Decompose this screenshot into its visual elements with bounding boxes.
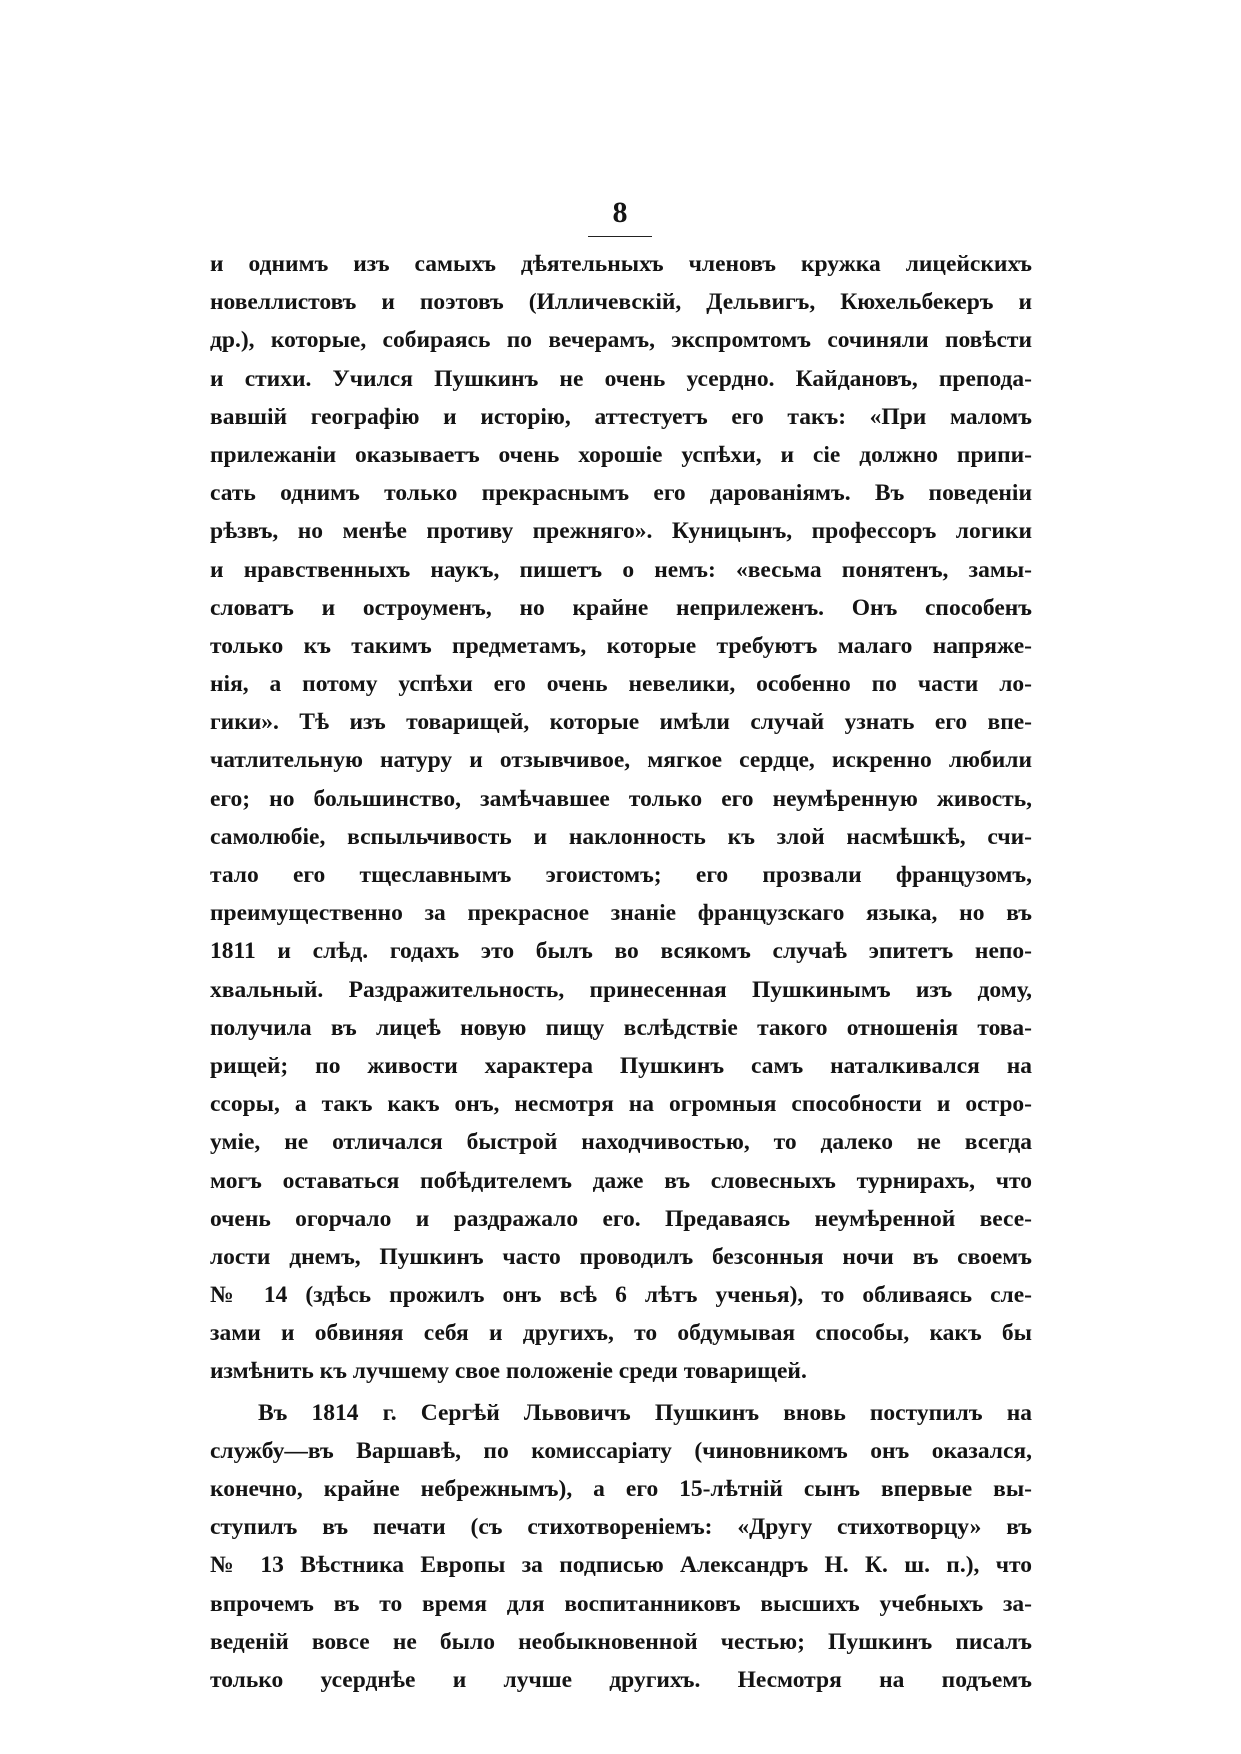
paragraph — [210, 1394, 1032, 1700]
text-line: Въ 1814 г. Сергѣй Львовичъ Пушкинъ вновь поступилъ на — [258, 1399, 1032, 1426]
text-line: ступилъ въ печати (съ стихотвореніемъ: «Другу стихотворцу» въ — [210, 1514, 1032, 1541]
text-line: чатлительную натуру и отзывчивое, мягкое сердце, искренно любили — [210, 747, 1032, 774]
text-line: тало его тщеславнымъ эгоистомъ; его прозвали французомъ, — [210, 862, 1032, 888]
text-line: и однимъ изъ самыхъ дѣятельныхъ членовъ кружка лицейскихъ — [210, 251, 1032, 277]
text-line: сать однимъ только прекраснымъ его дарованіямъ. Въ поведеніи — [210, 480, 1032, 507]
text-line: лости днемъ, Пушкинъ часто проводилъ безсонныя ночи въ своемъ — [210, 1243, 1032, 1270]
text-line: и нравственныхъ наукъ, пишетъ о немъ: «весьма понятенъ, замы- — [210, 556, 1032, 583]
text-line: службу—въ Варшавѣ, по комиссаріату (чиновникомъ онъ оказался, — [210, 1437, 1032, 1464]
text-line: 1811 и слѣд. годахъ это былъ во всякомъ случаѣ эпитетъ непо- — [210, 938, 1032, 965]
text-line: получила въ лицеѣ новую пищу вслѣдствіе такого отношенія това- — [210, 1014, 1032, 1041]
text-line: самолюбіе, вспыльчивость и наклонность къ злой насмѣшкѣ, счи- — [210, 823, 1032, 850]
text-line: рѣзвъ, но менѣе противу прежняго». Куницынъ, профессоръ логики — [210, 518, 1032, 545]
text-line: очень огорчало и раздражало его. Предаваясь неумѣренной весе- — [210, 1205, 1032, 1232]
body-text — [210, 245, 1032, 1699]
text-line: впрочемъ въ то время для воспитанниковъ высшихъ учебныхъ за- — [210, 1590, 1032, 1617]
text-line: № 14 (здѣсь прожилъ онъ всѣ 6 лѣтъ ученья), то обливаясь сле- — [210, 1282, 1032, 1309]
text-line: № 13 Вѣстника Европы за подписью Александръ Н. К. ш. п.), что — [210, 1552, 1032, 1579]
text-line: нія, а потому успѣхи его очень невелики, особенно по части ло- — [210, 671, 1032, 698]
text-line: веденій вовсе не было необыкновенной честью; Пушкинъ писалъ — [210, 1628, 1032, 1655]
text-line: только къ такимъ предметамъ, которые требуютъ малаго напряже- — [210, 632, 1032, 659]
text-line: гики». Тѣ изъ товарищей, которые имѣли случай узнать его впе- — [210, 709, 1032, 736]
page-number-rule — [588, 236, 652, 237]
text-line: словатъ и остроуменъ, но крайне неприлеженъ. Онъ способенъ — [210, 594, 1032, 621]
text-line: рищей; по живости характера Пушкинъ самъ наталкивался на — [210, 1052, 1032, 1079]
text-line: зами и обвиняя себя и другихъ, то обдумывая способы, какъ бы — [210, 1320, 1032, 1347]
text-line: могъ оставаться побѣдителемъ даже въ словесныхъ турнирахъ, что — [210, 1167, 1032, 1194]
text-line: хвальный. Раздражительность, принесенная Пушкинымъ изъ дому, — [210, 976, 1032, 1003]
text-line: и стихи. Учился Пушкинъ не очень усердно. Кайдановъ, препода- — [210, 365, 1032, 392]
paragraph — [210, 245, 1032, 1391]
text-line: прилежаніи оказываетъ очень хорошіе успѣхи, и сіе должно припи- — [210, 441, 1032, 468]
text-line: измѣнить къ лучшему свое положеніе среди товарищей. — [210, 1358, 807, 1385]
text-line: др.), которые, собираясь по вечерамъ, экспромтомъ сочиняли повѣсти — [210, 327, 1032, 354]
text-line: конечно, крайне небрежнымъ), а его 15-лѣтній сынъ впервые вы- — [210, 1476, 1032, 1502]
page-number: 8 — [612, 196, 628, 229]
text-line: ссоры, а такъ какъ онъ, несмотря на огромныя способности и остро- — [210, 1091, 1032, 1118]
text-line: преимущественно за прекрасное знаніе французскаго языка, но въ — [210, 900, 1032, 927]
text-line: только усерднѣе и лучше другихъ. Несмотря на подъемъ — [210, 1666, 1032, 1693]
text-line: его; но большинство, замѣчавшее только его неумѣренную живость, — [210, 785, 1032, 812]
text-line: вавшій географію и исторію, аттестуетъ его такъ: «При маломъ — [210, 403, 1032, 430]
text-line: уміе, не отличался быстрой находчивостью, то далеко не всегда — [210, 1129, 1032, 1156]
text-line: новеллистовъ и поэтовъ (Илличевскій, Дельвигъ, Кюхельбекеръ и — [210, 289, 1032, 316]
